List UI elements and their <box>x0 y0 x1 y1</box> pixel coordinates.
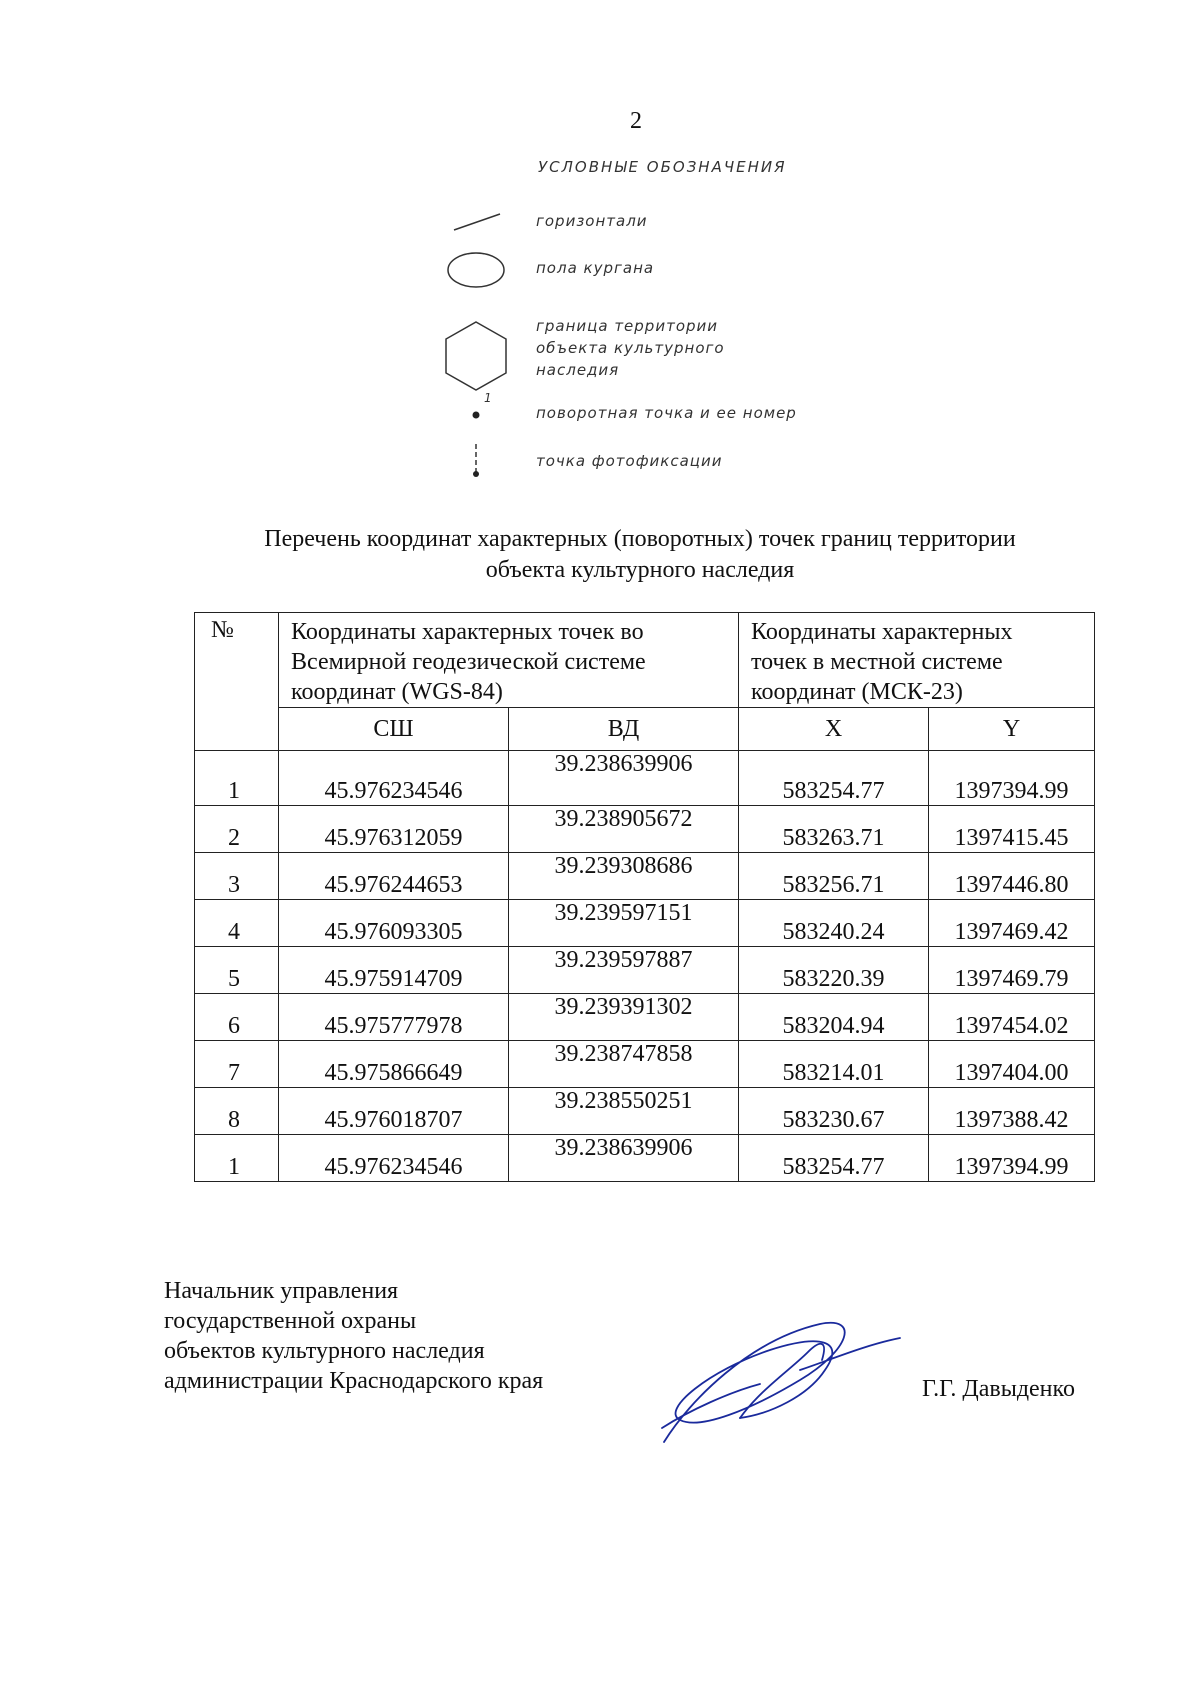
header-wgs84 <box>279 613 739 708</box>
cell-x: 583240.24 <box>739 900 929 947</box>
turning-point-icon <box>440 392 520 426</box>
legend-label-photo-point: точка фотофиксации <box>536 452 723 470</box>
handwritten-signature <box>650 1300 910 1450</box>
table-row <box>195 806 1095 853</box>
cell-y: 1397446.80 <box>929 853 1095 900</box>
table-subheader-row <box>195 708 1095 751</box>
legend-title: УСЛОВНЫЕ ОБОЗНАЧЕНИЯ <box>538 158 787 176</box>
cell-latitude: 45.976093305 <box>279 900 509 947</box>
legend-boundary-line-1: граница территории <box>536 317 719 335</box>
cell-x: 583263.71 <box>739 806 929 853</box>
header-x: X <box>739 708 929 751</box>
cell-y: 1397469.42 <box>929 900 1095 947</box>
legend-label-boundary <box>536 315 725 381</box>
cell-longitude: 39.238550251 <box>509 1088 739 1135</box>
header-wgs84-line-2: Всемирной геодезической системе <box>291 649 646 675</box>
contour-line-icon <box>440 210 510 240</box>
legend-boundary-line-3: наследия <box>536 361 620 379</box>
photo-point-icon <box>440 442 520 482</box>
cell-number: 2 <box>195 806 279 853</box>
table-row <box>195 1088 1095 1135</box>
cell-longitude: 39.239597887 <box>509 947 739 994</box>
signatory-line-3: объектов культурного наследия <box>164 1338 485 1364</box>
cell-y: 1397394.99 <box>929 751 1095 806</box>
page-number: 2 <box>630 108 642 134</box>
table-row <box>195 751 1095 806</box>
legend-boundary-line-2: объекта культурного <box>536 339 725 357</box>
cell-longitude: 39.239391302 <box>509 994 739 1041</box>
header-msk23-line-3: координат (МСК-23) <box>751 679 963 705</box>
cell-number: 8 <box>195 1088 279 1135</box>
cell-x: 583230.67 <box>739 1088 929 1135</box>
cell-latitude: 45.975866649 <box>279 1041 509 1088</box>
signer-name: Г.Г. Давыденко <box>922 1376 1075 1402</box>
cell-latitude: 45.976234546 <box>279 1135 509 1182</box>
header-wgs84-line-3: координат (WGS-84) <box>291 679 503 705</box>
cell-number: 1 <box>195 751 279 806</box>
cell-longitude: 39.238747858 <box>509 1041 739 1088</box>
signatory-line-4: администрации Краснодарского края <box>164 1368 544 1394</box>
cell-latitude: 45.976312059 <box>279 806 509 853</box>
header-msk23 <box>739 613 1095 708</box>
cell-y: 1397388.42 <box>929 1088 1095 1135</box>
cell-longitude: 39.238639906 <box>509 751 739 806</box>
cell-longitude: 39.239597151 <box>509 900 739 947</box>
legend-label-contour: горизонтали <box>536 212 648 230</box>
cell-y: 1397469.79 <box>929 947 1095 994</box>
cell-longitude: 39.238905672 <box>509 806 739 853</box>
cell-number: 1 <box>195 1135 279 1182</box>
table-row <box>195 1041 1095 1088</box>
cell-longitude: 39.238639906 <box>509 1135 739 1182</box>
cell-x: 583254.77 <box>739 751 929 806</box>
header-number: № <box>195 613 279 751</box>
cell-number: 5 <box>195 947 279 994</box>
legend-label-mound: пола кургана <box>536 259 655 277</box>
cell-longitude: 39.239308686 <box>509 853 739 900</box>
table-row <box>195 1135 1095 1182</box>
header-y: Y <box>929 708 1095 751</box>
list-title-line-2: объекта культурного наследия <box>485 557 795 583</box>
cell-y: 1397394.99 <box>929 1135 1095 1182</box>
cell-latitude: 45.976018707 <box>279 1088 509 1135</box>
coordinates-table <box>194 612 1095 1182</box>
cell-y: 1397404.00 <box>929 1041 1095 1088</box>
cell-x: 583220.39 <box>739 947 929 994</box>
cell-x: 583214.01 <box>739 1041 929 1088</box>
cell-x: 583254.77 <box>739 1135 929 1182</box>
signatory-line-2: государственной охраны <box>164 1308 417 1334</box>
header-latitude: СШ <box>279 708 509 751</box>
table-row <box>195 994 1095 1041</box>
legend-label-turning-point: поворотная точка и ее номер <box>536 404 797 422</box>
cell-number: 6 <box>195 994 279 1041</box>
cell-x: 583204.94 <box>739 994 929 1041</box>
cell-latitude: 45.976234546 <box>279 751 509 806</box>
header-longitude: ВД <box>509 708 739 751</box>
signatory-line-1: Начальник управления <box>164 1278 399 1304</box>
cell-number: 4 <box>195 900 279 947</box>
table-row <box>195 947 1095 994</box>
table-row <box>195 853 1095 900</box>
cell-latitude: 45.975914709 <box>279 947 509 994</box>
cell-number: 7 <box>195 1041 279 1088</box>
cell-latitude: 45.975777978 <box>279 994 509 1041</box>
cell-latitude: 45.976244653 <box>279 853 509 900</box>
header-msk23-line-2: точек в местной системе <box>751 649 1003 675</box>
table-row <box>195 900 1095 947</box>
table-header-row <box>195 613 1095 708</box>
list-title-line-1: Перечень координат характерных (поворотных) точек границ территории <box>264 526 1016 552</box>
cell-y: 1397454.02 <box>929 994 1095 1041</box>
cell-number: 3 <box>195 853 279 900</box>
header-msk23-line-1: Координаты характерных <box>751 619 1013 645</box>
ellipse-icon <box>440 248 520 298</box>
header-wgs84-line-1: Координаты характерных точек во <box>291 619 644 645</box>
cell-x: 583256.71 <box>739 853 929 900</box>
hexagon-icon <box>440 318 520 398</box>
cell-y: 1397415.45 <box>929 806 1095 853</box>
turning-point-marker: 1 <box>484 392 492 405</box>
signatory-position <box>164 1276 543 1396</box>
coordinates-list-title <box>150 524 1130 586</box>
